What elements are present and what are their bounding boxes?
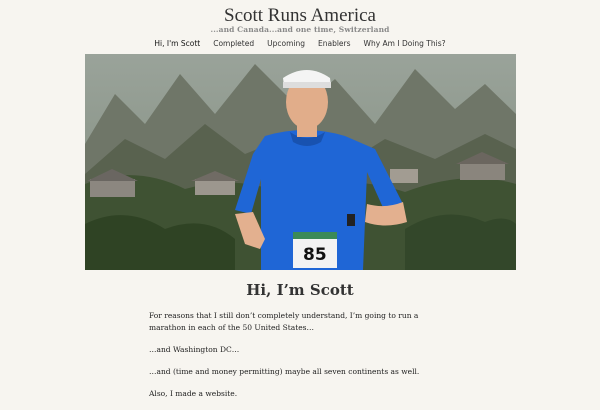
main-content [149,310,454,410]
nav-item-hi-im-scott[interactable]: Hi, I'm Scott [154,39,201,48]
continents-paragraph: …and (time and money permitting) maybe all seven continents as well. [149,367,420,376]
dc-paragraph: …and Washington DC… [149,345,240,354]
site-tagline: ...and Canada...and one time, Switzerland [210,25,390,34]
nav-item-completed[interactable]: Completed [213,39,255,48]
main-navigation [0,38,600,49]
intro-paragraph: For reasons that I still don’t completely understand, I’m going to run a marathon in each of the 50 United States… [149,311,419,332]
runner-photo [85,54,516,270]
nav-item-upcoming[interactable]: Upcoming [267,39,305,48]
website-paragraph: Also, I made a website. [149,389,238,398]
nav-item-enablers[interactable]: Enablers [317,39,351,48]
bib-number: 85 [303,245,327,265]
hero-image [85,54,516,270]
nav-item-why-am-i-doing-this[interactable]: Why Am I Doing This? [363,39,446,48]
site-title-link[interactable]: Scott Runs America [224,5,376,26]
page-title: Hi, I’m Scott [246,281,354,299]
